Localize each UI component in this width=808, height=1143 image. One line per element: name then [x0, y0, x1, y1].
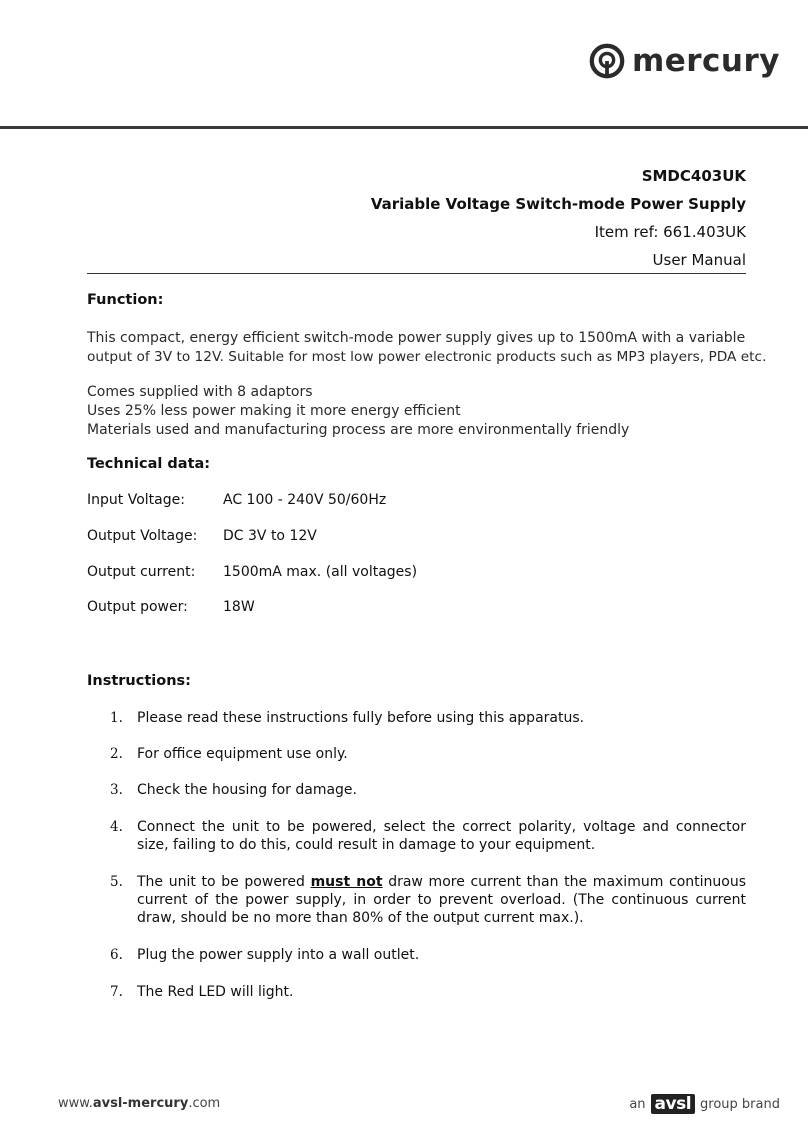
title-divider — [87, 273, 746, 274]
item-number: 3. — [110, 782, 123, 798]
brand-name: mercury — [631, 43, 780, 79]
tech-label: Output Voltage: — [87, 528, 198, 544]
instruction-item — [110, 873, 746, 927]
url-suffix: .com — [188, 1096, 221, 1111]
tech-value: 18W — [223, 599, 255, 615]
mercury-logo-icon — [588, 42, 626, 80]
title-block — [371, 162, 746, 274]
function-heading: Function: — [87, 292, 164, 308]
instruction-item — [110, 818, 746, 854]
instructions-heading: Instructions: — [87, 673, 191, 689]
tech-label: Output power: — [87, 599, 188, 615]
function-line: output of 3V to 12V. Suitable for most low power electronic products such as MP3 players, PDA etc. — [87, 349, 767, 365]
item-text: For office equipment use only. — [137, 746, 348, 762]
item-text — [137, 873, 746, 927]
item-reference: Item ref: 661.403UK — [594, 223, 746, 241]
footer-brand — [629, 1094, 780, 1114]
tech-value: 1500mA max. (all voltages) — [223, 564, 418, 580]
tech-row-input-voltage — [87, 492, 386, 508]
feature-list — [87, 383, 746, 440]
model-number: SMDC403UK — [641, 167, 746, 185]
item-text: Plug the power supply into a wall outlet. — [137, 947, 420, 963]
feature-item: Uses 25% less power making it more energy efficient — [87, 403, 461, 419]
tech-label: Output current: — [87, 564, 196, 580]
item-text-pre: The unit to be powered — [137, 874, 311, 890]
instruction-item — [110, 709, 746, 727]
function-line: This compact, energy efficient switch-mode power supply gives up to 1500mA with a variable — [87, 330, 746, 346]
instruction-item — [110, 946, 746, 964]
item-number: 6. — [110, 947, 123, 963]
tech-row-output-current — [87, 564, 417, 580]
item-text: Please read these instructions fully before using this apparatus. — [137, 710, 585, 726]
feature-item: Materials used and manufacturing process are more environmentally friendly — [87, 422, 630, 438]
mercury-logo — [588, 42, 780, 80]
function-description — [87, 329, 767, 367]
footer-website[interactable] — [58, 1096, 220, 1111]
instruction-item — [110, 745, 746, 763]
tech-value: AC 100 - 240V 50/60Hz — [223, 492, 387, 508]
feature-item: Comes supplied with 8 adaptors — [87, 384, 313, 400]
url-prefix: www. — [58, 1096, 93, 1111]
document-type: User Manual — [652, 251, 746, 269]
tech-row-output-voltage — [87, 528, 317, 544]
item-text-post: draw more current than the maximum continuous current of the power supply, in order to prevent overload. (The continuous current draw, should be no more than 80% of the output current max.). — [137, 874, 747, 926]
emphasis-text: must not — [310, 874, 383, 890]
brand-prefix: an — [629, 1096, 646, 1112]
avsl-logo: avsl — [651, 1094, 696, 1114]
tech-label: Input Voltage: — [87, 492, 185, 508]
technical-heading: Technical data: — [87, 456, 211, 472]
brand-suffix: group brand — [700, 1096, 780, 1112]
item-number: 7. — [110, 984, 123, 1000]
url-domain: avsl-mercury — [92, 1096, 189, 1111]
tech-value: DC 3V to 12V — [223, 528, 317, 544]
item-number: 1. — [110, 710, 123, 726]
header-divider — [0, 126, 808, 129]
item-number: 5. — [110, 874, 123, 890]
item-number: 4. — [110, 819, 123, 835]
item-text: Check the housing for damage. — [137, 782, 357, 798]
item-number: 2. — [110, 746, 123, 762]
tech-row-output-power — [87, 599, 255, 615]
instruction-item — [110, 983, 746, 1001]
product-title: Variable Voltage Switch-mode Power Supply — [370, 195, 746, 213]
item-text: The Red LED will light. — [137, 984, 294, 1000]
item-text: Connect the unit to be powered, select the correct polarity, voltage and connector size, failing to do this, could result in damage to your equipment. — [137, 819, 746, 853]
instruction-item — [110, 781, 746, 799]
